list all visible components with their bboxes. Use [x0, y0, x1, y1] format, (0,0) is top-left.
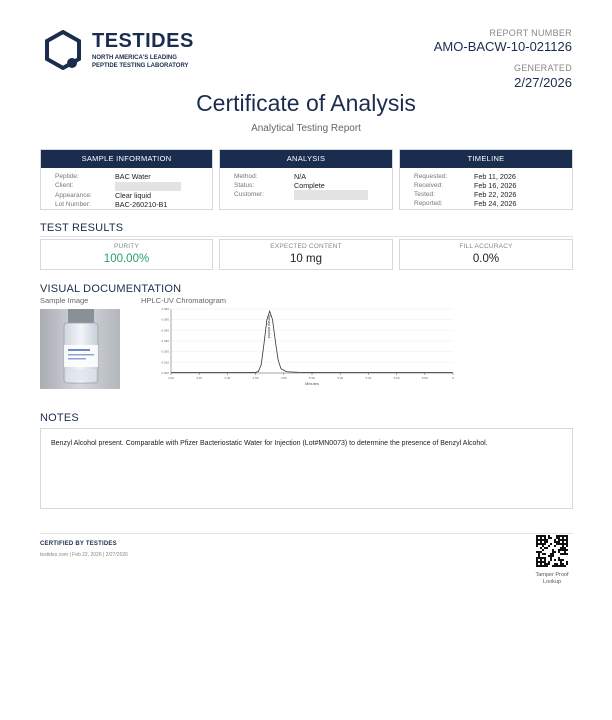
qr-module — [540, 563, 542, 565]
field-label: Client: — [55, 182, 74, 189]
y-tick-label: 0.060 — [161, 307, 169, 311]
field-label: Requested: — [414, 173, 448, 180]
sample-vial-photo — [40, 309, 120, 389]
qr-module — [556, 543, 558, 545]
section-divider — [40, 236, 573, 237]
qr-module — [540, 547, 542, 549]
field-value: N/A — [294, 172, 306, 181]
qr-module — [562, 565, 564, 567]
qr-module — [544, 543, 546, 545]
qr-module — [562, 537, 564, 539]
qr-module — [546, 547, 548, 549]
certified-by: CERTIFIED BY TESTIDES — [40, 541, 117, 547]
qr-module — [540, 541, 542, 543]
y-tick-label: 0.020 — [161, 349, 169, 354]
qr-module — [536, 535, 538, 537]
x-axis-label: Minutes — [304, 381, 320, 386]
qr-module — [554, 541, 556, 543]
qr-module — [564, 543, 566, 545]
sample-information-box — [40, 149, 213, 210]
field-label: Received: — [414, 182, 443, 189]
qr-module — [562, 549, 564, 551]
analysis-box — [219, 149, 393, 210]
notes-box — [40, 428, 573, 509]
test-results-heading: TEST RESULTS — [40, 222, 124, 234]
qr-module — [558, 537, 560, 539]
qr-module — [536, 565, 538, 567]
expected-content-card — [219, 239, 393, 270]
qr-module — [564, 547, 566, 549]
field-label: Tested: — [414, 191, 435, 198]
qr-module — [560, 539, 562, 541]
qr-module — [562, 553, 564, 555]
qr-module — [544, 537, 546, 539]
qr-module — [538, 565, 540, 567]
chart-axes — [171, 309, 453, 375]
field-label: Customer: — [234, 191, 264, 198]
qr-module — [556, 537, 558, 539]
qr-module — [544, 553, 546, 555]
qr-module — [546, 563, 548, 565]
y-tick-label: 0.050 — [161, 317, 169, 322]
qr-module — [550, 559, 552, 561]
x-tick-label: 5.60 — [393, 376, 400, 380]
y-tick-labels — [161, 307, 169, 375]
qr-module — [548, 561, 550, 563]
qr-module — [560, 565, 562, 567]
field-value: BAC Water — [115, 172, 151, 181]
field-label: Method: — [234, 173, 258, 180]
chromatogram-label: HPLC-UV Chromatogram — [141, 296, 227, 305]
y-tick-label: 0.000 — [161, 371, 169, 375]
qr-module — [544, 541, 546, 543]
qr-module — [544, 561, 546, 563]
report-number-label: REPORT NUMBER — [489, 28, 572, 38]
y-tick-label: 0.040 — [161, 328, 169, 333]
qr-module — [548, 535, 550, 537]
qr-module — [550, 555, 552, 557]
qr-module — [566, 561, 568, 563]
field-label: Status: — [234, 182, 255, 189]
qr-module — [546, 565, 548, 567]
redacted-value — [294, 190, 368, 200]
qr-module — [538, 553, 540, 555]
field-value: Complete — [294, 181, 325, 190]
qr-module — [536, 561, 538, 563]
sample-information-heading: SAMPLE INFORMATION — [41, 150, 212, 168]
qr-module — [542, 539, 544, 541]
purity-label: PURITY — [113, 243, 140, 250]
x-tick-label: 4.80 — [280, 376, 287, 380]
qr-module — [544, 557, 546, 559]
field-value: Feb 11, 2026 — [474, 172, 516, 181]
field-value: BAC-260210-B1 — [115, 199, 168, 209]
qr-module — [562, 539, 564, 541]
qr-module — [554, 545, 556, 547]
qr-module — [550, 537, 552, 539]
qr-module — [564, 551, 566, 553]
qr-module — [542, 557, 544, 559]
qr-module — [562, 541, 564, 543]
qr-module — [558, 535, 560, 537]
qr-module — [564, 565, 566, 567]
page-title: Certificate of Analysis — [196, 90, 416, 116]
qr-module — [538, 539, 540, 541]
x-tick-label: 4.60 — [252, 376, 259, 380]
field-value: Feb 16, 2026 — [474, 181, 517, 190]
timeline-box — [399, 149, 573, 210]
field-label: Lot Number: — [55, 200, 91, 208]
qr-module — [562, 563, 564, 565]
sample-info-row — [55, 172, 206, 181]
qr-module — [542, 561, 544, 563]
qr-module — [558, 549, 560, 551]
analysis-row — [234, 181, 386, 190]
qr-module — [562, 535, 564, 537]
qr-module — [540, 551, 542, 553]
qr-module — [542, 549, 544, 551]
qr-module — [558, 559, 560, 561]
field-value: Feb 24, 2026 — [474, 199, 517, 208]
qr-module — [556, 563, 558, 565]
qr-module — [544, 563, 546, 565]
qr-module — [538, 561, 540, 563]
qr-module — [554, 539, 556, 541]
qr-module — [556, 535, 558, 537]
x-tick-label: 4.00 — [168, 376, 174, 380]
expected-content-label: EXPECTED CONTENT — [270, 243, 342, 250]
qr-module — [550, 553, 552, 555]
hplc-chromatogram-chart — [141, 305, 457, 393]
qr-module — [536, 543, 538, 545]
qr-module — [558, 543, 560, 545]
fill-accuracy-value: 0.0% — [472, 253, 500, 265]
qr-module — [548, 545, 550, 547]
qr-module — [554, 559, 556, 561]
qr-module — [554, 551, 556, 553]
qr-module — [548, 537, 550, 539]
x-tick-label: 5.80 — [421, 376, 428, 380]
qr-module — [536, 541, 538, 543]
generated-label: GENERATED — [513, 63, 572, 73]
report-number: AMO-BACW-10-021126 — [433, 39, 572, 54]
y-tick-label: 0.030 — [161, 339, 169, 343]
qr-module — [552, 565, 554, 567]
qr-module — [548, 563, 550, 565]
qr-module — [562, 559, 564, 561]
qr-module — [544, 547, 546, 549]
qr-module — [564, 553, 566, 555]
qr-module — [538, 555, 540, 557]
qr-module — [558, 541, 560, 543]
tagline-line-1: NORTH AMERICA'S LEADING — [92, 55, 177, 61]
qr-module — [540, 537, 542, 539]
qr-module — [566, 545, 568, 547]
sample-info-row — [55, 181, 206, 191]
timeline-list — [414, 172, 566, 208]
footer-divider — [40, 533, 573, 534]
x-tick-label: 4.20 — [196, 376, 203, 380]
qr-module — [552, 553, 554, 555]
qr-module — [566, 553, 568, 555]
qr-module — [554, 563, 556, 565]
qr-module — [560, 553, 562, 555]
qr-module — [566, 541, 568, 543]
fill-accuracy-label: FILL ACCURACY — [459, 243, 513, 250]
qr-module — [536, 559, 538, 561]
qr-module — [544, 559, 546, 561]
chromatogram-trace — [171, 311, 453, 372]
qr-module — [556, 541, 558, 543]
qr-module — [542, 565, 544, 567]
x-tick-label: 5.40 — [365, 376, 372, 380]
qr-module — [566, 563, 568, 565]
analysis-row — [234, 172, 386, 181]
qr-module — [550, 543, 552, 545]
qr-module — [540, 539, 542, 541]
notes-heading: NOTES — [40, 412, 79, 424]
qr-module — [538, 551, 540, 553]
x-tick-label: 5.20 — [337, 376, 344, 380]
qr-module — [560, 561, 562, 563]
qr-module — [564, 549, 566, 551]
qr-module — [558, 551, 560, 553]
qr-module — [536, 557, 538, 559]
vial-image — [40, 309, 120, 389]
field-label: Reported: — [414, 200, 443, 207]
qr-module — [546, 539, 548, 541]
qr-module — [560, 549, 562, 551]
qr-module — [562, 545, 564, 547]
footer-meta: testides.com | Feb 22, 2026 | 2/27/2026 — [40, 552, 128, 558]
expected-content-value: 10 mg — [290, 253, 322, 265]
x-tick-labels — [168, 376, 454, 380]
y-tick-label: 0.010 — [161, 360, 169, 365]
qr-module — [560, 547, 562, 549]
qr-module — [558, 539, 560, 541]
sample-info-row — [55, 200, 206, 209]
analysis-heading: ANALYSIS — [220, 150, 392, 168]
brand-name: TESTIDES — [92, 30, 194, 52]
qr-module — [554, 565, 556, 567]
qr-module — [552, 555, 554, 557]
qr-module — [536, 563, 538, 565]
qr-module — [562, 547, 564, 549]
qr-module — [550, 557, 552, 559]
qr-module — [560, 563, 562, 565]
qr-module — [556, 565, 558, 567]
tagline-line-2: PEPTIDE TESTING LABORATORY — [92, 62, 189, 69]
visual-documentation-heading: VISUAL DOCUMENTATION — [40, 283, 182, 295]
timeline-row — [414, 172, 566, 181]
qr-module — [558, 557, 560, 559]
timeline-row — [414, 181, 566, 190]
field-value: Clear liquid — [115, 190, 151, 200]
qr-module — [538, 557, 540, 559]
qr-module — [536, 537, 538, 539]
timeline-row — [414, 190, 566, 199]
purity-card — [40, 239, 213, 270]
qr-module — [544, 539, 546, 541]
fill-accuracy-card — [399, 239, 573, 270]
qr-module — [540, 543, 542, 545]
sample-information-list — [55, 172, 206, 209]
qr-module — [552, 551, 554, 553]
qr-module — [540, 559, 542, 561]
qr-module — [544, 535, 546, 537]
qr-module — [560, 535, 562, 537]
qr-module — [562, 543, 564, 545]
qr-caption — [526, 572, 578, 586]
qr-module — [538, 535, 540, 537]
qr-module — [536, 545, 538, 547]
qr-module — [540, 557, 542, 559]
sample-image-label: Sample Image — [40, 296, 89, 305]
qr-module — [546, 541, 548, 543]
x-tick-label: 5.00 — [309, 376, 315, 380]
qr-module — [560, 543, 562, 545]
generated-date: 2/27/2026 — [514, 75, 572, 90]
qr-module — [552, 549, 554, 551]
analysis-list — [234, 172, 386, 200]
qr-module — [566, 537, 568, 539]
analysis-row — [234, 190, 386, 200]
field-label: Peptide: — [55, 173, 79, 180]
qr-module — [566, 539, 568, 541]
sample-info-row — [55, 191, 206, 200]
qr-module — [538, 543, 540, 545]
chart-grid — [171, 309, 453, 373]
qr-module — [566, 543, 568, 545]
field-label: Appearance: — [55, 191, 92, 199]
qr-module — [544, 565, 546, 567]
qr-module — [566, 549, 568, 551]
peak-annotation: Benzyl alcohol — [267, 315, 272, 339]
redacted-value — [115, 181, 181, 191]
qr-module — [536, 551, 538, 553]
qr-module — [560, 559, 562, 561]
qr-module — [542, 535, 544, 537]
qr-module — [540, 561, 542, 563]
purity-value: 100.00% — [103, 253, 150, 265]
timeline-row — [414, 199, 566, 208]
qr-module — [564, 539, 566, 541]
x-tick-label: 4.40 — [224, 376, 231, 380]
notes-text: Benzyl Alcohol present. Comparable with Pfizer Bacteriostatic Water for Injection (Lot#MN0073) to determine the presence of Benzyl Alcohol. — [51, 440, 488, 447]
qr-module — [558, 565, 560, 567]
field-value: Feb 22, 2026 — [474, 190, 517, 199]
qr-caption-line-1: Tamper Proof — [535, 572, 569, 578]
qr-module — [564, 535, 566, 537]
qr-module — [540, 565, 542, 567]
x-tick-label: 6 — [452, 376, 454, 380]
qr-caption-line-2: Lookup — [542, 579, 562, 585]
qr-module — [540, 535, 542, 537]
qr-module — [548, 555, 550, 557]
qr-module — [566, 535, 568, 537]
brand-tagline — [92, 55, 232, 70]
page-subtitle: Analytical Testing Report — [251, 123, 361, 134]
qr-module — [542, 543, 544, 545]
qr-module — [536, 539, 538, 541]
testides-logo-icon — [44, 30, 82, 70]
qr-module — [542, 553, 544, 555]
qr-module — [542, 545, 544, 547]
qr-code-icon[interactable] — [536, 535, 568, 567]
timeline-heading: TIMELINE — [400, 150, 572, 168]
